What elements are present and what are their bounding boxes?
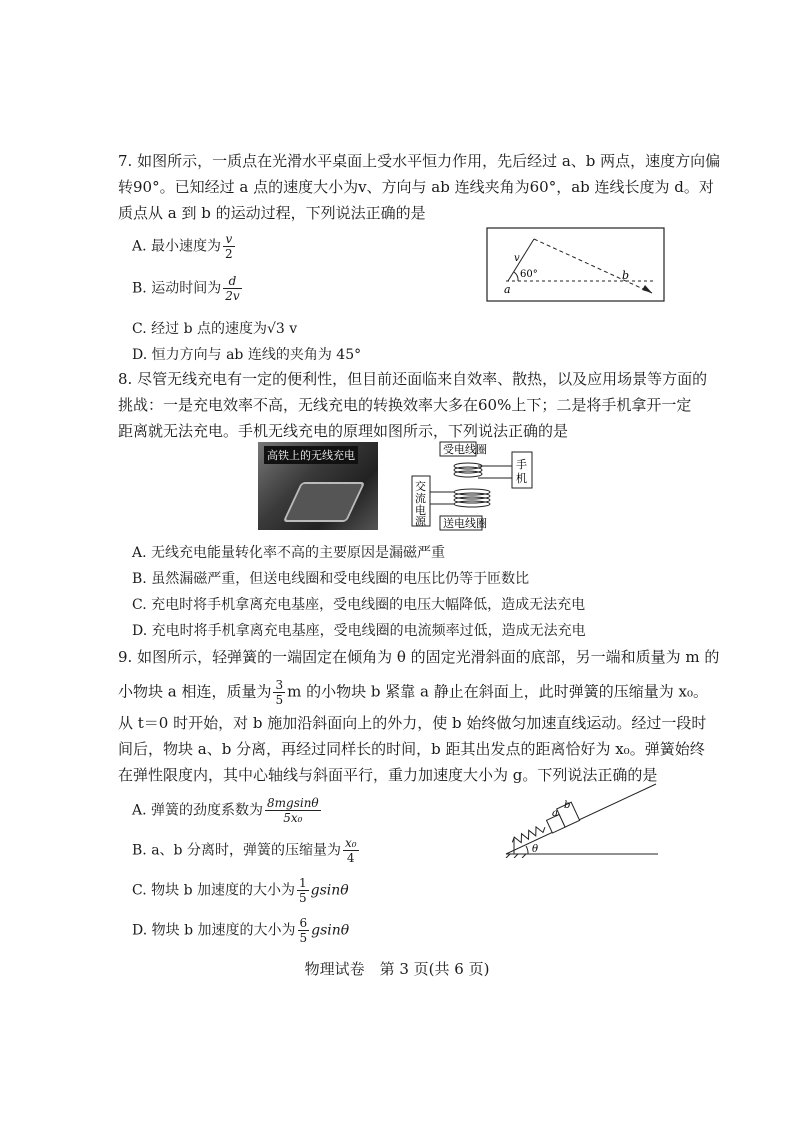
q9-option-b-num: x₀ xyxy=(344,836,357,850)
q7-figure-frame xyxy=(487,228,664,301)
q7-figure xyxy=(486,227,666,303)
q9-spring xyxy=(511,824,547,846)
q8-send-coil xyxy=(454,489,490,507)
q9-option-b-text: B. a、b 分离时，弹簧的压缩量为 xyxy=(132,842,341,859)
q9-angle-arc xyxy=(526,846,528,854)
q9-option-c-post: gsinθ xyxy=(310,882,349,899)
q7-option-a-den: 2 xyxy=(225,247,233,261)
q8-charger-pad xyxy=(283,482,366,522)
q8-line-1: 8. 尽管无线充电有一定的便利性，但目前还面临来自效率、散热，以及应用场景等方面的 xyxy=(118,370,708,388)
q7-option-b-fraction xyxy=(223,274,241,303)
q8-recv-coil-label: 受电线圈 xyxy=(443,443,487,456)
q9-line-5: 在弹性限度内，其中心轴线与斜面平行，重力加速度大小为 g。下列说法正确的是 xyxy=(118,766,658,784)
q9-option-c-fraction xyxy=(297,876,309,905)
q9-option-d xyxy=(132,916,349,945)
q9-option-b-fraction xyxy=(343,836,359,865)
q8-ac-label-3: 电 xyxy=(415,504,426,517)
q8-phone-label-2: 机 xyxy=(516,472,527,485)
q8-option-d: D. 充电时将手机拿离充电基座，受电线圈的电流频率过低，造成无法充电 xyxy=(132,623,586,639)
q9-option-a-fraction xyxy=(265,796,321,825)
q7-option-b xyxy=(132,274,244,303)
q9-line-2-b: m 的小物块 b 紧靠 a 静止在斜面上，此时弹簧的压缩量为 x₀。 xyxy=(287,682,708,701)
q7-line-2: 转90°。已知经过 a 点的速度大小为v、方向与 ab 连线夹角为60°，ab 连线长度为 d。对 xyxy=(118,178,714,196)
q8-photo-caption: 高铁上的无线充电 xyxy=(264,446,358,464)
q8-option-a: A. 无线充电能量转化率不高的主要原因是漏磁严重 xyxy=(132,545,446,561)
q7-option-a-text: A. 最小速度为 xyxy=(132,238,222,255)
q9-line-4: 间后，物块 a、b 分离，再经过同样长的时间，b 距其出发点的距离恰好为 x₀。弹簧始终 xyxy=(118,740,705,758)
q9-option-a-den: 5x₀ xyxy=(283,811,303,825)
q9-option-a-num: 8mgsinθ xyxy=(267,796,319,810)
page-footer: 物理试卷 第 3 页(共 6 页) xyxy=(304,960,490,978)
q7-arrowhead xyxy=(642,285,652,293)
q7-line-3: 质点从 a 到 b 的运动过程，下列说法正确的是 xyxy=(118,204,426,222)
q7-option-b-text: B. 运动时间为 xyxy=(132,280,222,297)
q7-option-d: D. 恒力方向与 ab 连线的夹角为 45° xyxy=(132,347,362,363)
q9-option-c-num: 1 xyxy=(298,876,307,890)
q9-option-b-den: 4 xyxy=(346,851,355,865)
q9-label-b: b xyxy=(564,800,571,811)
q9-label-a: a xyxy=(552,808,558,819)
q9-blocks xyxy=(544,802,580,833)
q8-line-3: 距离就无法充电。手机无线充电的原理如图所示，下列说法正确的是 xyxy=(118,422,569,440)
q8-ac-label-2: 流 xyxy=(415,492,426,505)
q9-ground-hatch xyxy=(506,854,526,858)
q9-mass-den: 5 xyxy=(275,693,284,707)
q9-line-1: 9. 如图所示，轻弹簧的一端固定在倾角为 θ 的固定光滑斜面的底部，另一端和质量为 m 的 xyxy=(118,648,720,666)
q7-label-angle: 60° xyxy=(520,269,538,280)
q8-ac-label-4: 源 xyxy=(415,515,426,528)
q7-line-1: 7. 如图所示，一质点在光滑水平桌面上受水平恒力作用，先后经过 a、b 两点，速度方向偏 xyxy=(118,152,721,170)
q9-mass-num: 3 xyxy=(275,678,284,692)
q8-option-b: B. 虽然漏磁严重，但送电线圈和受电线圈的电压比仍等于匝数比 xyxy=(132,571,530,587)
q8-ac-label-1: 交 xyxy=(415,480,426,493)
q7-label-b: b xyxy=(622,269,630,282)
q9-option-c-den: 5 xyxy=(298,891,307,905)
q9-option-b xyxy=(132,836,361,865)
q9-option-a-text: A. 弹簧的劲度系数为 xyxy=(132,802,264,819)
q9-line-2 xyxy=(118,678,708,707)
q7-trajectory xyxy=(534,239,652,293)
q7-angle-arc xyxy=(514,272,518,281)
q9-option-c-text: C. 物块 b 加速度的大小为 xyxy=(132,882,295,899)
q9-option-d-text: D. 物块 b 加速度的大小为 xyxy=(132,922,296,939)
q9-incline-figure xyxy=(500,780,662,858)
q7-label-v: v xyxy=(514,253,520,264)
q9-option-c xyxy=(132,876,349,905)
q8-phone-label: 手 xyxy=(516,458,527,471)
q8-send-coil-label: 送电线圈 xyxy=(443,517,487,530)
q9-incline xyxy=(506,784,656,854)
q9-option-d-den: 5 xyxy=(299,931,308,945)
q8-circuit-figure xyxy=(410,438,550,534)
q9-line-2-a: 小物块 a 相连，质量为 xyxy=(118,682,272,701)
q8-train-charger-photo xyxy=(258,442,378,530)
q9-option-d-post: gsinθ xyxy=(311,922,350,939)
q7-option-c: C. 经过 b 点的速度为√3 v xyxy=(132,321,298,337)
q9-mass-fraction xyxy=(273,678,285,707)
q7-option-b-num: d xyxy=(223,274,241,289)
q9-option-d-num: 6 xyxy=(299,916,308,930)
q8-option-c: C. 充电时将手机拿离充电基座，受电线圈的电压大幅降低，造成无法充电 xyxy=(132,597,586,613)
q7-option-a-fraction xyxy=(223,232,235,261)
q9-option-a xyxy=(132,796,323,825)
q7-option-a-num: v xyxy=(223,232,235,247)
q9-option-d-fraction xyxy=(298,916,310,945)
q9-line-3: 从 t＝0 时开始，对 b 施加沿斜面向上的外力，使 b 始终做匀加速直线运动。经过一段时 xyxy=(118,714,707,732)
q7-label-a: a xyxy=(504,283,511,296)
q7-option-b-den: 2v xyxy=(225,289,240,303)
q8-recv-coil xyxy=(454,463,482,477)
q7-option-a xyxy=(132,232,237,261)
q9-label-theta: θ xyxy=(532,844,539,855)
q8-line-2: 挑战：一是充电效率不高，无线充电的转换效率大多在60%上下；二是将手机拿开一定 xyxy=(118,396,692,414)
